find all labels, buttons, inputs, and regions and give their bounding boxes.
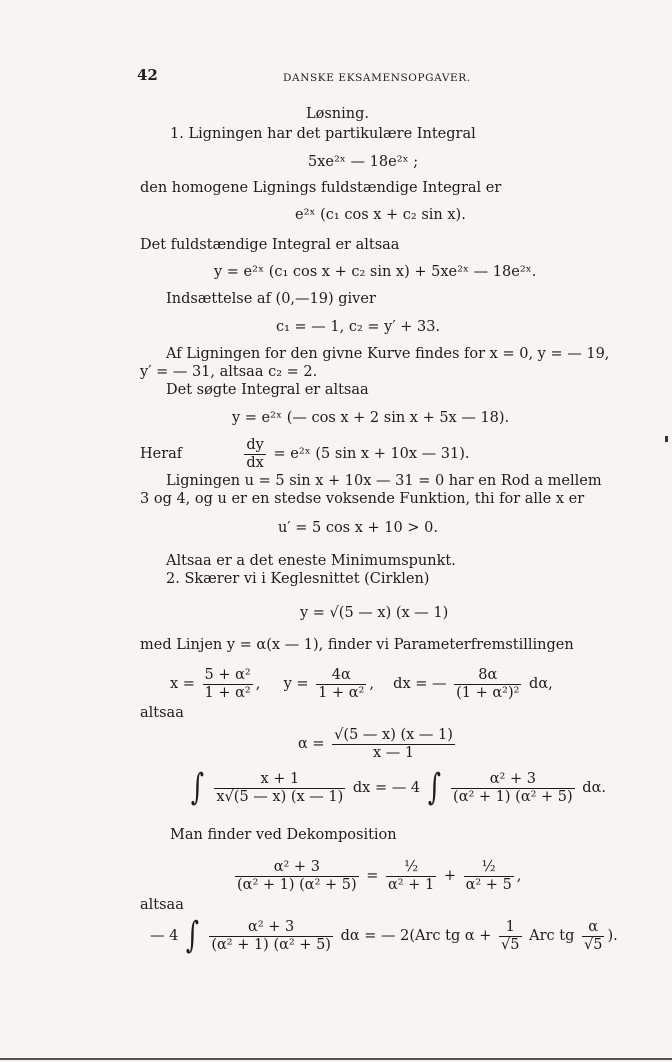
text-line: 3 og 4, og u er en stedse voksende Funktion, thi for alle x er — [140, 491, 585, 507]
formula-line: y = e²ˣ (c₁ cos x + c₂ sin x) + 5xe²ˣ — 18e²ˣ. — [214, 264, 537, 280]
equation-tail: , — [516, 868, 522, 884]
text-line: 2. Skærer vi i Keglesnittet (Cirklen) — [166, 571, 430, 587]
formula-line: u′ = 5 cos x + 10 > 0. — [278, 520, 438, 536]
equals-sign: = — [366, 868, 379, 884]
text-line: Ligningen u = 5 sin x + 10x — 31 = 0 har en Rod a mellem — [166, 473, 602, 489]
fraction — [316, 667, 366, 702]
numerator: x + 1 — [214, 771, 345, 789]
formula-line: e²ˣ (c₁ cos x + c₂ sin x). — [295, 207, 466, 223]
numerator: 1 — [499, 919, 521, 937]
formula-line: x = $\frac{\text{5 + α²}}{\text{1 + α²}}$ , y = $\frac{4\alpha}{\text{1 + α²}}$ , dx = — $\frac{8\alpha}{\text{(1 + α²)²}}$ dα, — [170, 666, 553, 701]
text-line: 1. Ligningen har det partikulære Integral — [170, 126, 476, 142]
equation-tail: dα. — [582, 780, 606, 796]
equation-tail: ). — [607, 928, 618, 944]
text-line: Indsættelse af (0,—19) giver — [166, 291, 376, 307]
fraction — [499, 919, 521, 954]
numerator: dy — [246, 436, 264, 453]
numerator: √(5 — x) (x — 1) — [334, 726, 453, 743]
section-heading: Løsning. — [306, 106, 370, 122]
denominator: (1 + α²)² — [456, 684, 520, 701]
integral-sign: ∫ — [185, 915, 199, 956]
numerator: 8α — [454, 667, 521, 685]
plus-sign: + — [443, 868, 456, 884]
numerator: α — [582, 919, 604, 937]
equation-middle: dα = — 2(Arc tg α + — [340, 928, 492, 944]
denominator: 1 + α² — [204, 684, 251, 701]
formula-line: 5xe²ˣ — 18e²ˣ ; — [308, 154, 419, 170]
arc-tangent-text: Arc tg — [529, 928, 575, 944]
formula-line — [232, 854, 521, 898]
fraction — [386, 859, 436, 894]
fraction — [454, 667, 521, 702]
denominator: √5 — [583, 936, 603, 953]
text-line: altsaa — [140, 705, 184, 721]
fraction — [209, 919, 333, 954]
equation-middle: dx = — 4 — [352, 780, 421, 796]
denominator: α² + 1 — [388, 876, 435, 893]
formula-line: y = √(5 — x) (x — 1) — [300, 605, 449, 621]
fraction — [235, 859, 359, 894]
formula-line — [188, 766, 606, 810]
denominator: (α² + 1) (α² + 5) — [453, 788, 573, 805]
rhs-text: = e²ˣ (5 sin x + 10x — 31). — [273, 446, 470, 462]
equation-lhs: y = — [283, 676, 309, 692]
text-line: Det fuldstændige Integral er altsaa — [140, 237, 400, 253]
text-line: Det søgte Integral er altsaa — [166, 382, 369, 398]
denominator: (α² + 1) (α² + 5) — [237, 876, 357, 893]
numerator: 4α — [316, 667, 366, 685]
text-line: Altsaa er a det eneste Minimumspunkt. — [166, 553, 456, 569]
label-text: Heraf — [140, 446, 183, 462]
fraction — [244, 437, 265, 472]
numerator: ½ — [386, 859, 436, 877]
equation-lhs: dx = — — [393, 676, 447, 692]
denominator: 1 + α² — [318, 684, 365, 701]
text-line: med Linjen y = α(x — 1), finder vi Parameterfremstillingen — [140, 637, 574, 653]
integral-sign: ∫ — [190, 767, 204, 808]
denominator: x√(5 — x) (x — 1) — [216, 788, 344, 805]
formula-line — [150, 914, 618, 958]
denominator: x — 1 — [372, 744, 415, 761]
denominator: α² + 5 — [465, 876, 512, 893]
fraction — [582, 919, 604, 954]
fraction — [332, 727, 455, 762]
equation-lhs: — 4 — [150, 928, 179, 944]
fraction — [451, 771, 575, 806]
fraction — [464, 859, 514, 894]
page-number: 42 — [137, 66, 158, 84]
denominator: (α² + 1) (α² + 5) — [211, 936, 331, 953]
denominator: √5 — [501, 936, 520, 953]
margin-speck — [665, 436, 668, 442]
text-line: altsaa — [140, 897, 184, 913]
denominator: dx — [246, 454, 264, 471]
equation-lhs: α = — [298, 736, 325, 752]
equation-lhs: x = — [170, 676, 195, 692]
fraction — [203, 667, 253, 702]
numerator: α² + 3 — [235, 859, 359, 877]
numerator: 5 + α² — [204, 666, 251, 683]
numerator: α² + 3 — [451, 771, 575, 789]
text-line: Man finder ved Dekomposition — [170, 827, 397, 843]
formula-line — [298, 722, 458, 766]
fraction — [214, 771, 345, 806]
formula-line: y = e²ˣ (— cos x + 2 sin x + 5x — 18). — [232, 410, 510, 426]
integral-sign: ∫ — [427, 767, 441, 808]
page-bottom-edge — [0, 1058, 672, 1060]
running-title: DANSKE EKSAMENSOPGAVER. — [283, 72, 471, 84]
text-line: Af Ligningen for den givne Kurve findes for x = 0, y = — 19, — [166, 346, 610, 362]
numerator: α² + 3 — [209, 919, 333, 937]
numerator: ½ — [464, 859, 514, 877]
formula-line — [140, 432, 470, 476]
equation-tail: dα, — [529, 676, 553, 692]
text-line: den homogene Lignings fuldstændige Integral er — [140, 180, 502, 196]
formula-line: c₁ = — 1, c₂ = y′ + 33. — [276, 319, 441, 335]
text-line: y′ = — 31, altsaa c₂ = 2. — [140, 364, 318, 380]
